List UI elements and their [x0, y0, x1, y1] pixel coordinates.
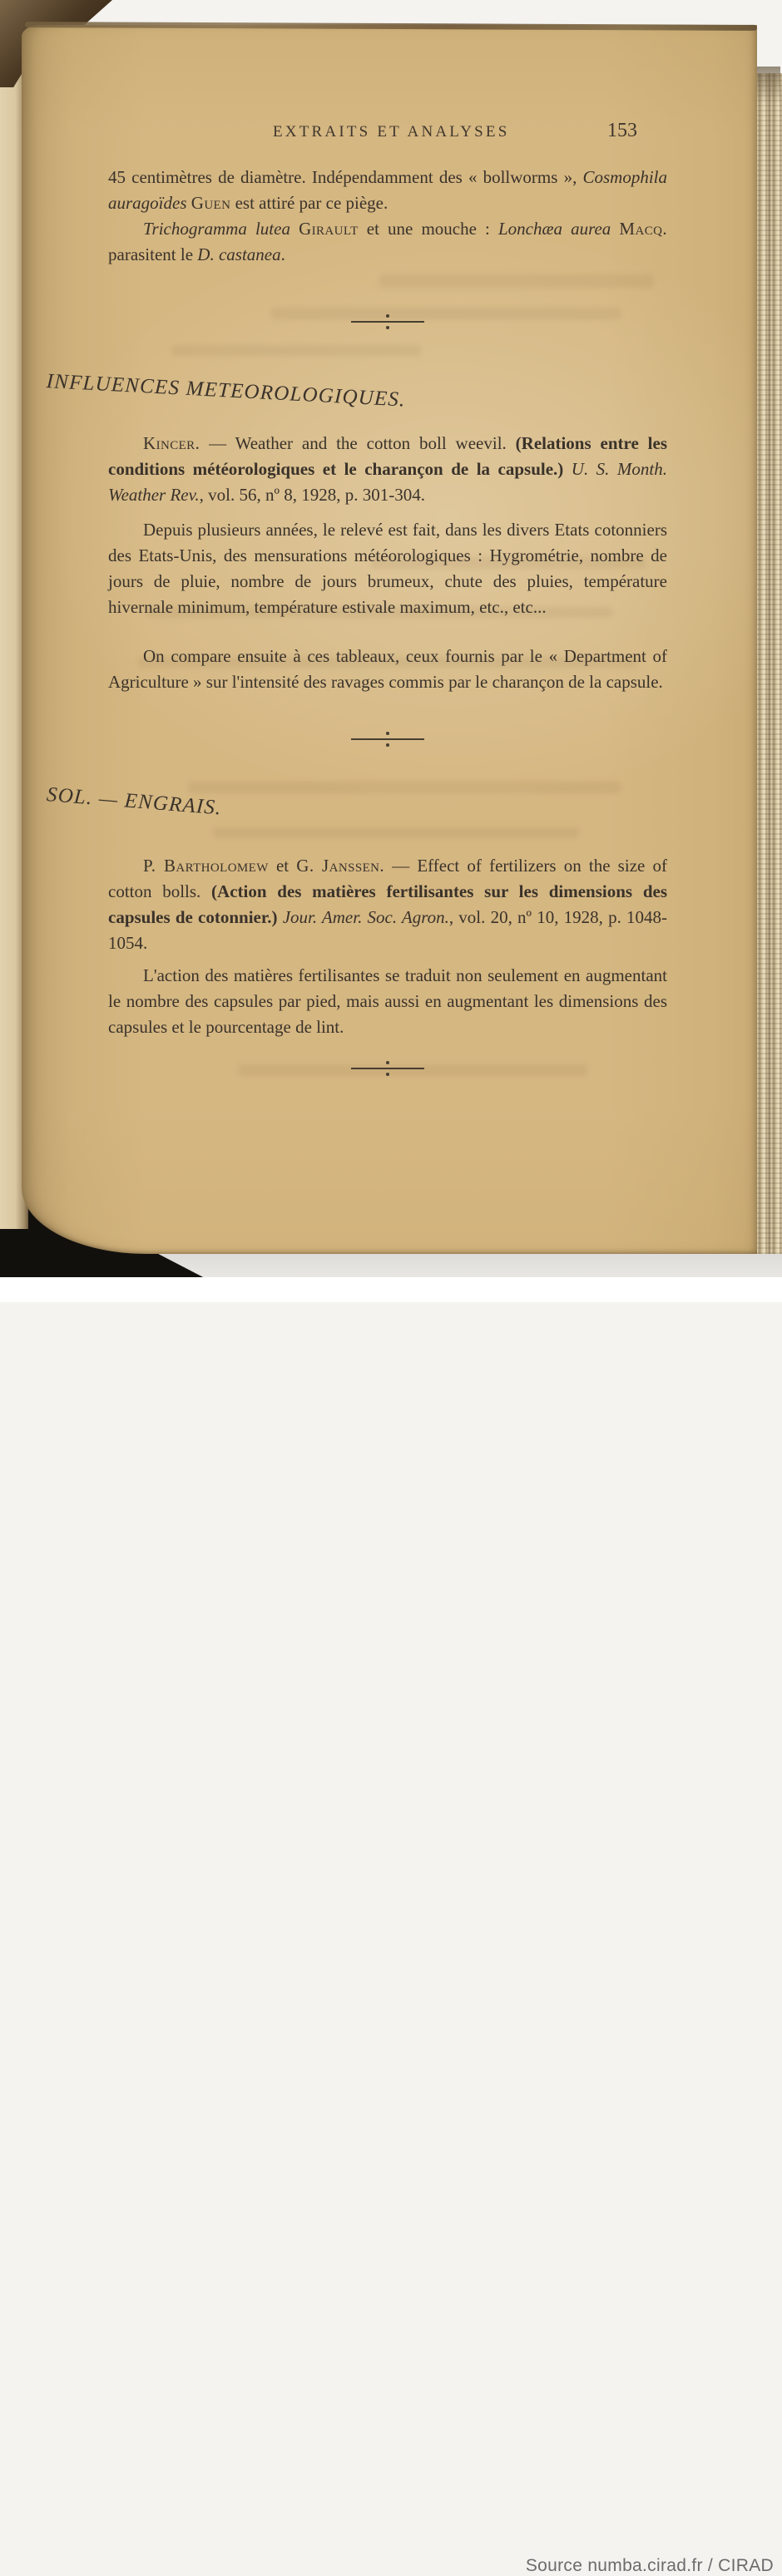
- source-attribution: Source numba.cirad.fr / CIRAD: [525, 2556, 774, 2575]
- text-segment: Kincer.: [143, 433, 200, 453]
- text-segment: 45 centimètres de diamètre. Indépendamment des « bollworms »,: [108, 167, 583, 187]
- text-segment: Depuis plusieurs années, le relevé est fait, dans les divers Etats cotonniers des Etats-Unis, des mensurations météorologiques : Hygrométrie, nombre de jours de pluie, nombre de jours brumeux, chute des pluies, température hivernale minimum, température estivale maximum, etc., etc...: [108, 520, 667, 617]
- text-segment: On compare ensuite à ces tableaux, ceux fournis par le « Department of Agriculture » sur l'intensité des ravages commis par le charançon de la capsule.: [108, 646, 667, 692]
- scan-footer: [0, 1277, 782, 2575]
- text-segment: [611, 219, 619, 239]
- section-divider: [351, 738, 424, 740]
- page-number: 153: [607, 120, 637, 141]
- fore-edge-top-shadow: [755, 67, 780, 108]
- section-heading: SOL. — ENGRAIS.: [46, 783, 223, 820]
- fore-edge-page-stack: [754, 73, 782, 1254]
- text-layer: [46, 25, 668, 1189]
- text-segment: U. S. Month. Weather Rev.: [108, 459, 668, 505]
- book-page: [22, 25, 757, 1254]
- text-segment: G. Janssen.: [296, 856, 385, 876]
- paragraph: [108, 165, 667, 216]
- reference-entry: [108, 853, 667, 956]
- text-segment: Trichogramma lutea: [143, 219, 290, 239]
- text-segment: [290, 219, 299, 239]
- paragraph: [108, 644, 667, 695]
- text-segment: Lonchæa aurea: [497, 219, 611, 239]
- text-segment: Jour. Amer. Soc. Agron.: [282, 907, 449, 927]
- text-segment: parasitent le: [108, 244, 198, 264]
- text-segment: P. Bartholomew: [143, 856, 269, 876]
- text-segment: — Weather and the cotton boll weevil.: [200, 433, 516, 453]
- text-segment: (Action des matières fertilisantes sur les dimensions des capsules de cotonnier.): [108, 881, 667, 927]
- section-heading: INFLUENCES METEOROLOGIQUES.: [46, 370, 407, 412]
- text-segment: (Relations entre les conditions météorologiques et le charançon de la capsule.): [108, 433, 667, 479]
- section-divider: [351, 1068, 424, 1069]
- paragraph: [108, 963, 667, 1040]
- text-segment: Macq.: [619, 219, 667, 239]
- text-segment: Guen: [191, 193, 231, 213]
- text-segment: et: [268, 856, 297, 876]
- text-segment: — Effect of fertilizers on the size of cotton bolls.: [108, 856, 667, 901]
- reference-entry: [108, 431, 667, 508]
- text-segment: , vol. 56, nº 8, 1928, p. 301-304.: [199, 485, 425, 505]
- text-segment: D. castanea: [197, 244, 281, 264]
- text-segment: L'action des matières fertilisantes se traduit non seulement en augmentant le nombre des capsules par pied, mais aussi en augmentant les dimensions des capsules et le pourcentage de lint.: [108, 965, 667, 1037]
- text-segment: est attiré par ce piège.: [230, 193, 389, 213]
- text-segment: , vol. 20, nº 10, 1928, p. 1048-1054.: [108, 907, 668, 953]
- text-segment: et une mouche :: [358, 219, 498, 239]
- text-segment: [563, 459, 572, 479]
- text-segment: Girault: [299, 219, 359, 239]
- paragraph: [108, 216, 667, 268]
- text-segment: .: [280, 244, 285, 264]
- paragraph: [108, 517, 667, 620]
- running-title: EXTRAITS ET ANALYSES: [273, 123, 510, 141]
- text-segment: Cosmophila auragoïdes: [108, 167, 667, 213]
- section-divider: [351, 321, 424, 323]
